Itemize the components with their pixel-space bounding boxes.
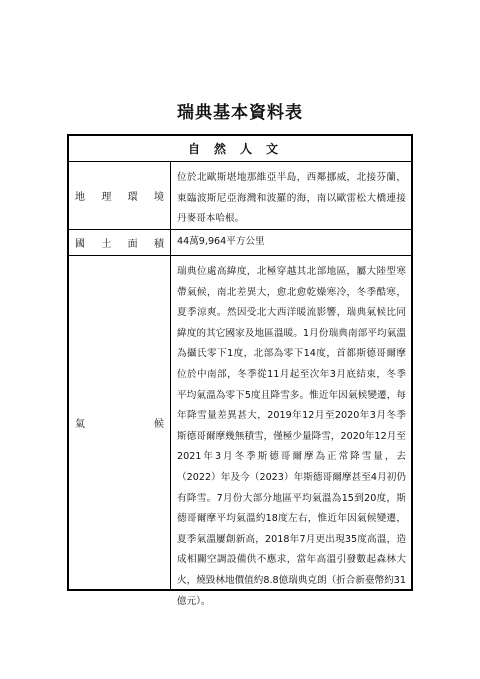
row-label — [69, 162, 171, 229]
label-char: 國 — [75, 239, 85, 250]
page-title: 瑞典基本資料表 — [177, 103, 303, 123]
row-content: 瑞典位處高緯度，北極穿越其北部地區，屬大陸型寒帶氣候，南北差異大，愈北愈乾燥寒冷，冬季酷寒，夏季涼爽。然因受北大西洋暖流影響，瑞典氣候比同緯度的其它國家及地區溫暖。1月份瑞典南部平均氣溫為攝氏零下1度，北部為零下14度，首都斯德哥爾摩位於中南部，冬季從11月起至次年3月底結束，冬季平均氣溫為零下5度且降雪多。惟近年因氣候變遷，每年降雪量差異甚大，2019年12月至2020年3月冬季斯德哥爾摩幾無積雪，僅極少量降雪，2020年12月至2021年3月冬季斯德哥爾摩為正常降雪量，去（2022）年及今（2023）年斯德哥爾摩甚至4月初仍有降雪。7月份大部分地區平均氣溫為15到20度，斯德哥爾摩平均氣溫約18度左右，惟近年因氣候變遷，夏季氣溫屢創新高，2018年7月更出現35度高溫，造成相關空調設備供不應求，當年高溫引發數起森林大火，燒毀林地價值約8.8億瑞典克朗（折合新臺幣約31億元）。 — [177, 266, 406, 607]
row-area — [69, 230, 411, 256]
label-char: 土 — [101, 239, 112, 250]
label-char: 環 — [127, 192, 138, 203]
label-char: 地 — [75, 192, 85, 203]
row-content: 位於北歐斯堪地那維亞半島，西鄰挪威，北接芬蘭，東臨波斯尼亞海灣和波羅的海，南以歐雷松大橋連接丹麥哥本哈根。 — [177, 172, 406, 225]
label-char: 面 — [127, 239, 138, 250]
label-char: 理 — [101, 192, 112, 203]
label-char: 候 — [154, 419, 164, 430]
row-geography — [69, 162, 411, 230]
label-char: 境 — [153, 192, 164, 203]
info-table — [67, 134, 413, 607]
label-char: 氣 — [75, 419, 85, 430]
label-char: 積 — [153, 239, 164, 250]
row-content: 44萬9,964平方公里 — [177, 236, 265, 248]
row-label — [69, 230, 171, 255]
section-header: 自然人文 — [69, 136, 411, 162]
row-label — [69, 256, 171, 589]
row-climate — [69, 256, 411, 607]
